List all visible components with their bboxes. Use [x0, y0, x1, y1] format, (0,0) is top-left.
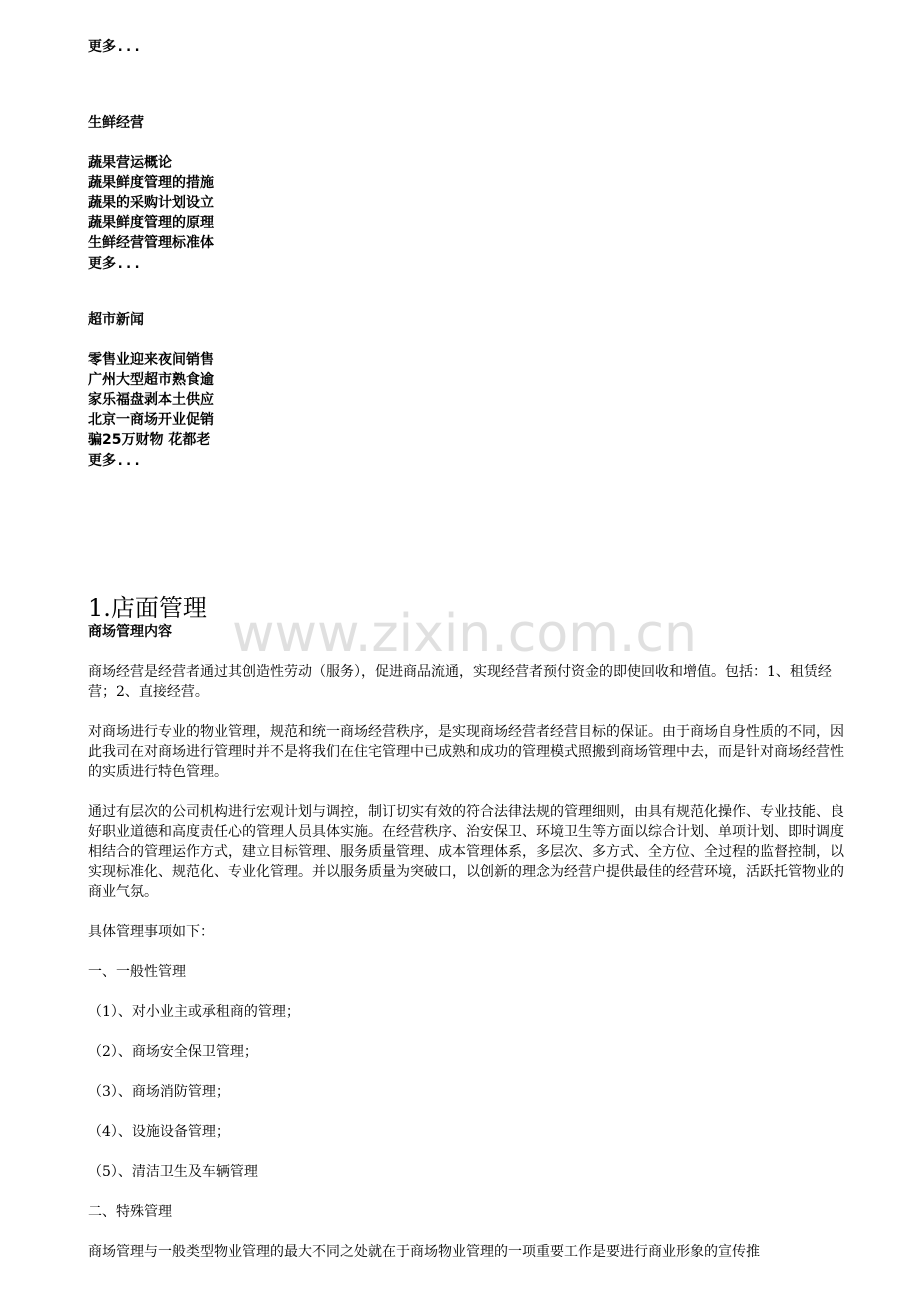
news-article-link[interactable]: 广州大型超市熟食逾 — [88, 372, 214, 388]
more-link-news[interactable]: 更多... — [88, 453, 142, 469]
watermark: www.zixin.com.cn — [232, 604, 697, 664]
article-subtitle: 商场管理内容 — [88, 624, 172, 640]
fresh-article-link[interactable]: 蔬果鲜度管理的原理 — [88, 215, 214, 231]
sidebar-section-fresh — [88, 113, 288, 274]
list-item: （2）、商场安全保卫管理； — [88, 1044, 258, 1060]
fresh-article-link[interactable]: 蔬果的采购计划设立 — [88, 195, 214, 211]
paragraph: 具体管理事项如下： — [88, 924, 214, 940]
fresh-article-link[interactable]: 生鲜经营管理标准体 — [88, 235, 214, 251]
fresh-article-link[interactable]: 蔬果营运概论 — [88, 155, 172, 171]
list-item: （5）、清洁卫生及车辆管理 — [88, 1164, 258, 1180]
article — [88, 594, 848, 1262]
list-item: （3）、商场消防管理； — [88, 1084, 230, 1100]
more-link-top[interactable]: 更多... — [88, 39, 142, 55]
list-item: （4）、设施设备管理； — [88, 1124, 230, 1140]
news-article-link[interactable]: 骗25万财物 花都老 — [88, 432, 211, 448]
section-heading-news: 超市新闻 — [88, 312, 144, 328]
section-heading-fresh: 生鲜经营 — [88, 115, 144, 131]
fresh-article-link[interactable]: 蔬果鲜度管理的措施 — [88, 175, 214, 191]
section-heading: 二、特殊管理 — [88, 1204, 172, 1220]
news-article-link[interactable]: 家乐福盘剥本土供应 — [88, 392, 214, 408]
list-item: （1）、对小业主或承租商的管理； — [88, 1004, 300, 1020]
news-article-link[interactable]: 零售业迎来夜间销售 — [88, 352, 214, 368]
more-link-fresh[interactable]: 更多... — [88, 256, 142, 272]
news-article-link[interactable]: 北京一商场开业促销 — [88, 412, 214, 428]
paragraph: 商场管理与一般类型物业管理的最大不同之处就在于商场物业管理的一项重要工作是要进行商业形象的宣传推 — [88, 1244, 760, 1260]
paragraph: 通过有层次的公司机构进行宏观计划与调控，制订切实有效的符合法律法规的管理细则，由具有规范化操作、专业技能、良好职业道德和高度责任心的管理人员具体实施。在经营秩序、治安保卫、环境卫生等方面以综合计划、单项计划、即时调度相结合的管理运作方式，建立目标管理、服务质量管理、成本管理体系，多层次、多方式、全方位、全过程的监督控制，以实现标准化、规范化、专业化管理。并以服务质量为突破口，以创新的理念为经营户提供最佳的经营环境，活跃托管物业的商业气氛。 — [88, 804, 844, 900]
section-heading: 一、一般性管理 — [88, 964, 186, 980]
sidebar — [88, 0, 288, 471]
paragraph: 商场经营是经营者通过其创造性劳动（服务），促进商品流通，实现经营者预付资金的即使回收和增值。包括：1、租赁经营；2、直接经营。 — [88, 664, 832, 700]
article-title: 1.店面管理 — [88, 594, 207, 622]
paragraph: 对商场进行专业的物业管理，规范和统一商场经营秩序，是实现商场经营者经营目标的保证。由于商场自身性质的不同，因此我司在对商场进行管理时并不是将我们在住宅管理中已成熟和成功的管理模式照搬到商场管理中去，而是针对商场经营性的实质进行特色管理。 — [88, 724, 844, 780]
sidebar-section-news — [88, 310, 288, 471]
